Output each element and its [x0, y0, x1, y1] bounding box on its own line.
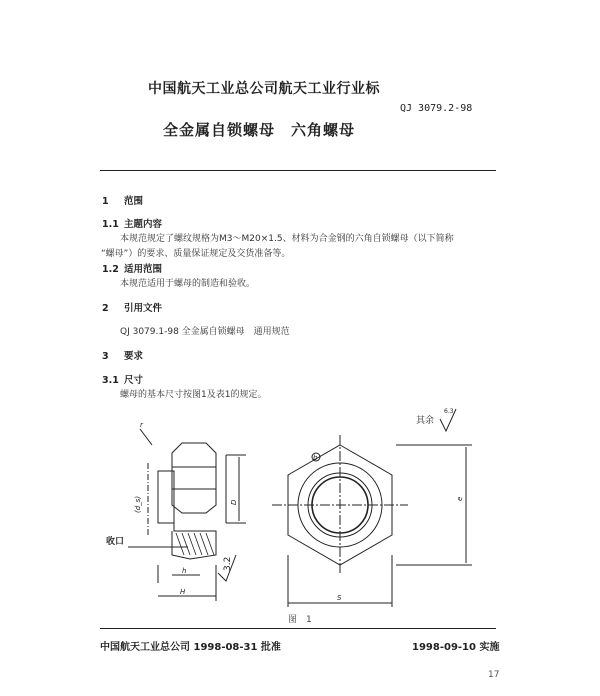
section-3-heading [102, 348, 143, 362]
header-rule [100, 170, 496, 171]
section-3-1-title: 尺寸 [124, 375, 144, 386]
footer-rule [100, 628, 496, 629]
page-number: 17 [488, 670, 500, 680]
section-1-1-heading [102, 216, 162, 230]
roughness-3-2: 3.2 [223, 556, 233, 571]
section-1-2-number: 1.2 [102, 264, 119, 275]
section-1-heading [102, 193, 143, 207]
section-1-2-heading [102, 261, 162, 275]
dim-b: b [313, 454, 318, 462]
section-1-1-line-1: 本规范规定了螺纹规格为M3～M20×1.5、材料为合金钢的六角自锁螺母（以下简称 [120, 234, 454, 244]
section-1-number: 1 [102, 196, 109, 207]
figure-1-drawing [100, 405, 496, 615]
figure-caption: 图 1 [288, 615, 312, 625]
document-title: 全金属自锁螺母 六角螺母 [163, 121, 356, 139]
dim-r: r [140, 421, 143, 429]
section-2-number: 2 [102, 303, 109, 314]
approval-line: 中国航天工业总公司 1998-08-31 批准 [100, 642, 281, 653]
dim-e: e [456, 496, 464, 501]
dim-D: D [230, 499, 238, 505]
issuer-header: 中国航天工业总公司航天工业行业标 [148, 81, 380, 97]
section-3-title: 要求 [124, 351, 144, 362]
section-2-line-1: QJ 3079.1-98 全金属自锁螺母 通用规范 [120, 327, 290, 337]
section-1-title: 范围 [124, 196, 144, 207]
collar-label: 收口 [106, 537, 125, 547]
section-1-1-number: 1.1 [102, 219, 119, 230]
section-1-1-title: 主题内容 [124, 219, 163, 230]
section-1-2-line-1: 本规范适用于螺母的制造和验收。 [120, 279, 256, 289]
section-2-title: 引用文件 [124, 303, 163, 314]
section-2-heading [102, 300, 162, 314]
section-3-1-line-1: 螺母的基本尺寸按图1及表1的规定。 [120, 390, 267, 400]
standard-number: QJ 3079.2-98 [400, 103, 473, 114]
section-3-1-number: 3.1 [102, 375, 119, 386]
implementation-line: 1998-09-10 实施 [412, 642, 500, 653]
section-1-1-line-2: “螺母”）的要求、质量保证规定及交货准备等。 [101, 249, 291, 259]
section-3-1-heading [102, 372, 143, 386]
nut-front-view [272, 435, 472, 607]
dim-H: H [180, 588, 186, 596]
roughness-label: 其余 [416, 416, 435, 426]
section-3-number: 3 [102, 351, 109, 362]
nut-side-view [128, 429, 246, 601]
dim-ds: (d_s) [134, 495, 142, 513]
dim-h: h [182, 567, 187, 575]
dim-S: S [337, 594, 342, 602]
section-1-2-title: 适用范围 [124, 264, 163, 275]
roughness-value: 6.3 [444, 408, 454, 415]
